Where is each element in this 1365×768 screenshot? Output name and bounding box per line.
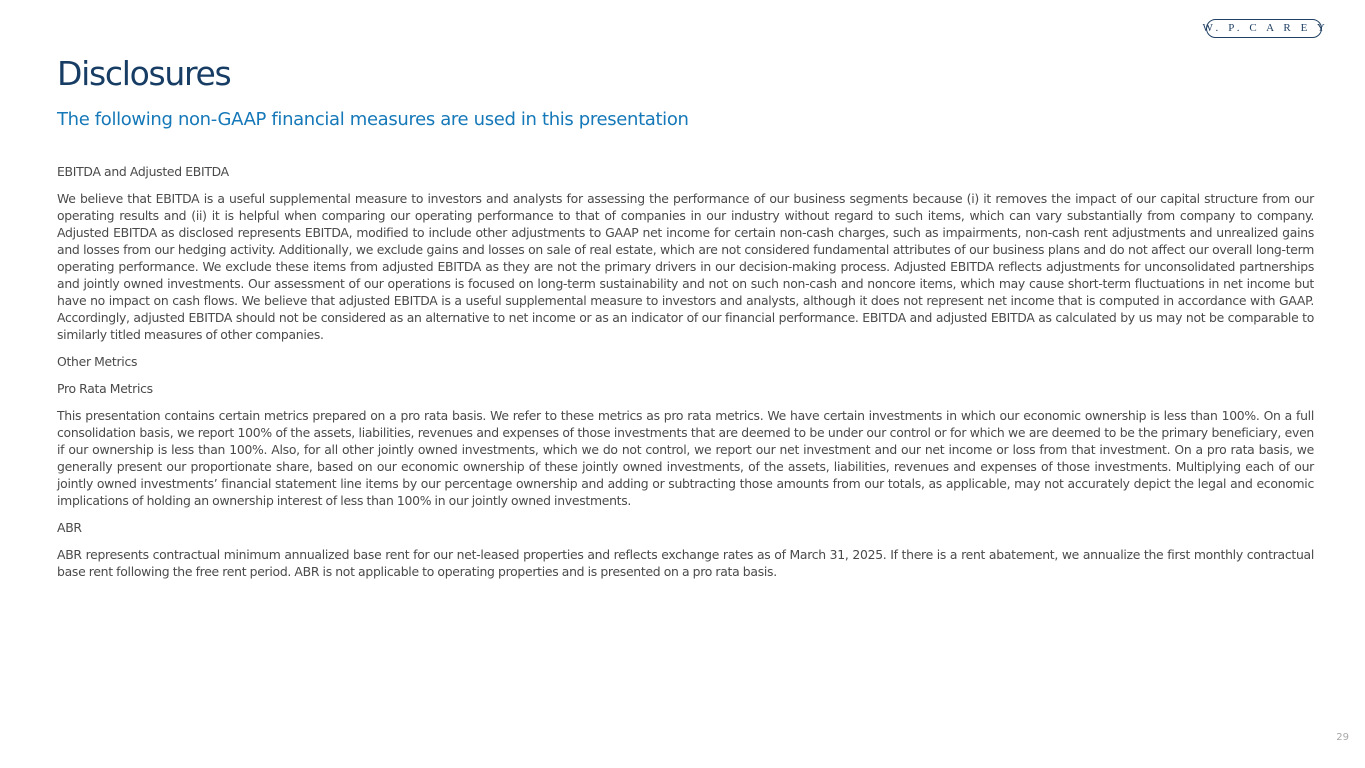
disclosures-content (57, 163, 1314, 590)
ebitda-paragraph: We believe that EBITDA is a useful supplemental measure to investors and analysts for assessing the performance of our business segments because (i) it removes the impact of our capital structure from our operating results and (ii) it is helpful when comparing our operating performance to that of companies in our industry without regard to such items, which can vary substantially from company to company. Adjusted EBITDA as disclosed represents EBITDA, modified to include other adjustments to GAAP net income for certain non-cash charges, such as impairments, non-cash rent adjustments and unrealized gains and losses from our hedging activity. Additionally, we exclude gains and losses on sale of real estate, which are not considered fundamental attributes of our business plans and do not affect our overall long-term operating performance. We exclude these items from adjusted EBITDA as they are not the primary drivers in our decision-making process. Adjusted EBITDA reflects adjustments for unconsolidated partnerships and jointly owned investments. Our assessment of our operations is focused on long-term sustainability and not on such non-cash and noncore items, which may cause short-term fluctuations in net income but have no impact on cash flows. We believe that adjusted EBITDA is a useful supplemental measure to investors and analysts, although it does not represent net income that is computed in accordance with GAAP. Accordingly, adjusted EBITDA should not be considered as an alternative to net income or as an indicator of our financial performance. EBITDA and adjusted EBITDA as calculated by us may not be comparable to similarly titled measures of other companies. (57, 191, 1314, 342)
pro-rata-heading: Pro Rata Metrics (57, 381, 153, 396)
logo-wordmark: W. P. C A R E Y (1202, 22, 1329, 34)
ebitda-heading: EBITDA and Adjusted EBITDA (57, 164, 229, 179)
company-logo (1202, 19, 1329, 38)
abr-paragraph: ABR represents contractual minimum annualized base rent for our net-leased properties and reflects exchange rates as of March 31, 2025. If there is a rent abatement, we annualize the first monthly contractual base rent following the free rent period. ABR is not applicable to operating properties and is presented on a pro rata basis. (57, 547, 1314, 579)
page-subtitle: The following non-GAAP financial measures are used in this presentation (57, 109, 689, 130)
abr-heading: ABR (57, 520, 82, 535)
pro-rata-paragraph: This presentation contains certain metrics prepared on a pro rata basis. We refer to these metrics as pro rata metrics. We have certain investments in which our economic ownership is less than 100%. On a full consolidation basis, we report 100% of the assets, liabilities, revenues and expenses of those investments that are deemed to be under our control or for which we are deemed to be the primary beneficiary, even if our ownership is less than 100%. Also, for all other jointly owned investments, which we do not control, we report our net investment and our net income or loss from that investment. On a pro rata basis, we generally present our proportionate share, based on our economic ownership of these jointly owned investments, of the assets, liabilities, revenues and expenses of those investments. Multiplying each of our jointly owned investments’ financial statement line items by our percentage ownership and adding or subtracting those amounts from our totals, as applicable, may not accurately depict the legal and economic implications of holding an ownership interest of less than 100% in our jointly owned investments. (57, 408, 1314, 508)
other-metrics-heading: Other Metrics (57, 354, 138, 369)
page-number: 29 (1336, 732, 1349, 743)
page-title: Disclosures (57, 54, 231, 93)
